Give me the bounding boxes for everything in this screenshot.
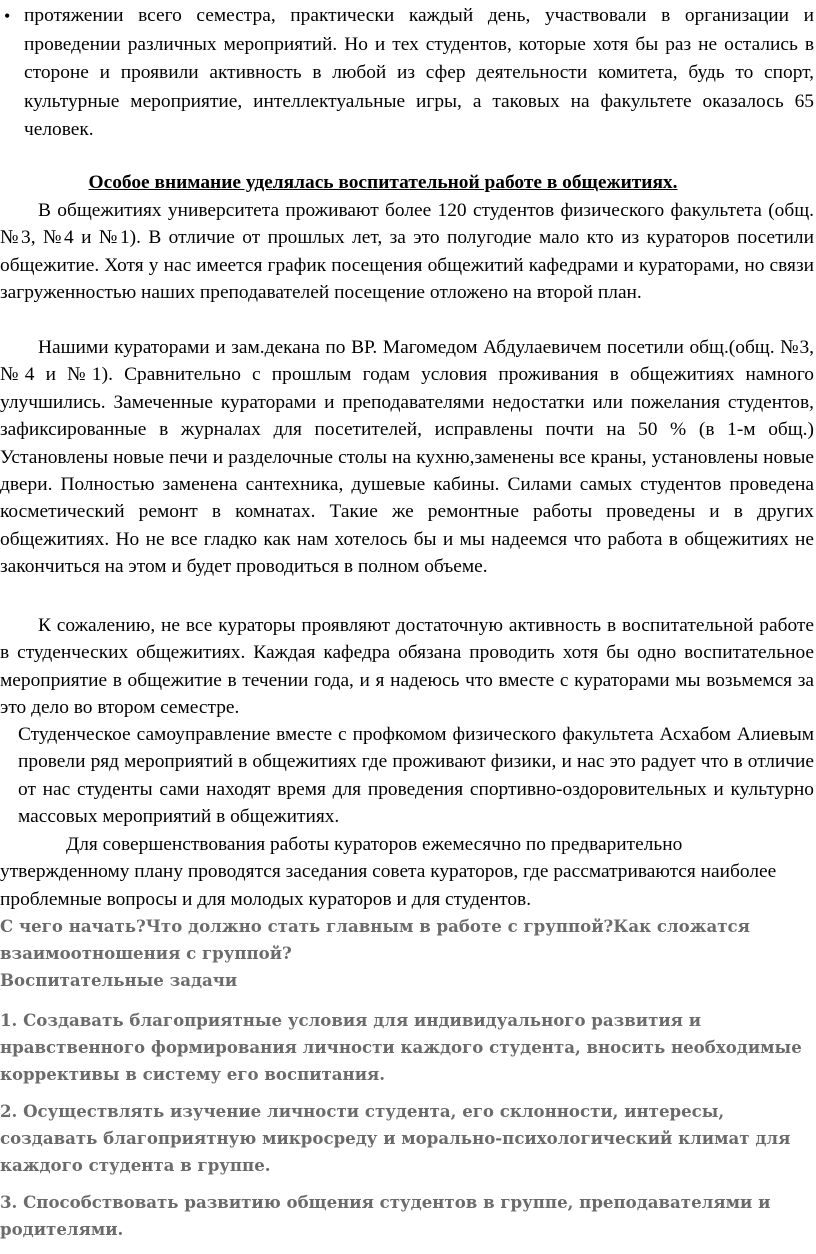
tasks-heading: Воспитательные задачи — [0, 970, 238, 990]
paragraph-dormitories: В общежитиях университета проживают более 120 студентов физического факультета (общ. №3, №4 и №1). В отличие от прошлых лет, за это полугодие мало кто из кураторов посетили общежитие. Хотя у нас имеется график посещения общежитий кафедрами и кураторами, но связи загруженностью наших преподавателей посещение отложено на второй план. — [0, 200, 814, 304]
bullet-paragraph — [4, 2, 814, 145]
bullet-icon: • — [4, 6, 11, 26]
questions-text: С чего начать?Что должно стать главным в работе с группой?Как сложатся взаимоотношения с группой? — [0, 916, 750, 963]
bullet-paragraph-text: протяжении всего семестра, практически каждый день, участвовали в организации и проведении различных мероприятий. Но и тех студентов, которые хотя бы раз не остались в стороне и проявили активность в любой из сфер деятельности комитета, будь то спорт, культурные мероприятие, интеллектуальные игры, а таковых на факультете оказалось 65 человек. — [24, 5, 814, 141]
paragraph-curators-activity: К сожалению, не все кураторы проявляют достаточную активность в воспитательной работе в студенческих общежитиях. Каждая кафедра обязана проводить хотя бы одно воспитательное мероприятие в общежитие в течении года, и я надеюсь что вместе с кураторами мы возьмемся за это дело во втором семестре. — [0, 615, 814, 719]
paragraph-curators-council: Для совершенствования работы кураторов ежемесячно по предварительно утвержденному плану проводятся заседания совета кураторов, где рассматриваются наиболее проблемные вопросы и для молодых кураторов и для студентов. — [0, 834, 777, 910]
task-item-2: 2. Осуществлять изучение личности студента, его склонности, интересы, создавать благоприятную микросреду и морально-психологический климат для каждого студента в группе. — [0, 1101, 791, 1175]
paragraph-curators-visit: Нашими кураторами и зам.декана по ВР. Магомедом Абдулаевичем посетили общ.(общ. №3, №4 и №1). Сравнительно с прошлым годам условия проживания в общежитиях намного улучшились. Замеченные кураторами и преподавателями недостатки или пожелания студентов, зафиксированные в журналах для посетителей, исправлены почти на 50 % (в 1-м общ.) Установлены новые печи и разделочные столы на кухню,заменены все краны, установлены новые двери. Полностью заменена сантехника, душевые кабины. Силами самых студентов проведена косметический ремонт в комнатах. Такие же ремонтные работы проведены и в других общежитиях. Но не все гладко как нам хотелось бы и мы надеемся что работа в общежитиях не закончиться на этом и будет проводиться в полном объеме. — [0, 337, 814, 578]
task-item-1: 1. Создавать благоприятные условия для индивидуального развития и нравственного формирования личности каждого студента, вносить необходимые коррективы в систему его воспитания. — [0, 1010, 802, 1084]
section-heading: Особое внимание уделялась воспитательной работе в общежитиях. — [88, 172, 678, 193]
task-item-3: 3. Способствовать развитию общения студентов в группе, преподавателями и родителями. — [0, 1192, 771, 1239]
paragraph-self-government: Студенческое самоуправление вместе с профкомом физического факультета Асхабом Алиевым провели ряд мероприятий в общежитиях где проживают физики, и нас это радует что в отличие от нас студенты сами находят время для проведения спортивно-оздоровительных и культурно массовых мероприятий в общежитиях. — [18, 724, 814, 828]
